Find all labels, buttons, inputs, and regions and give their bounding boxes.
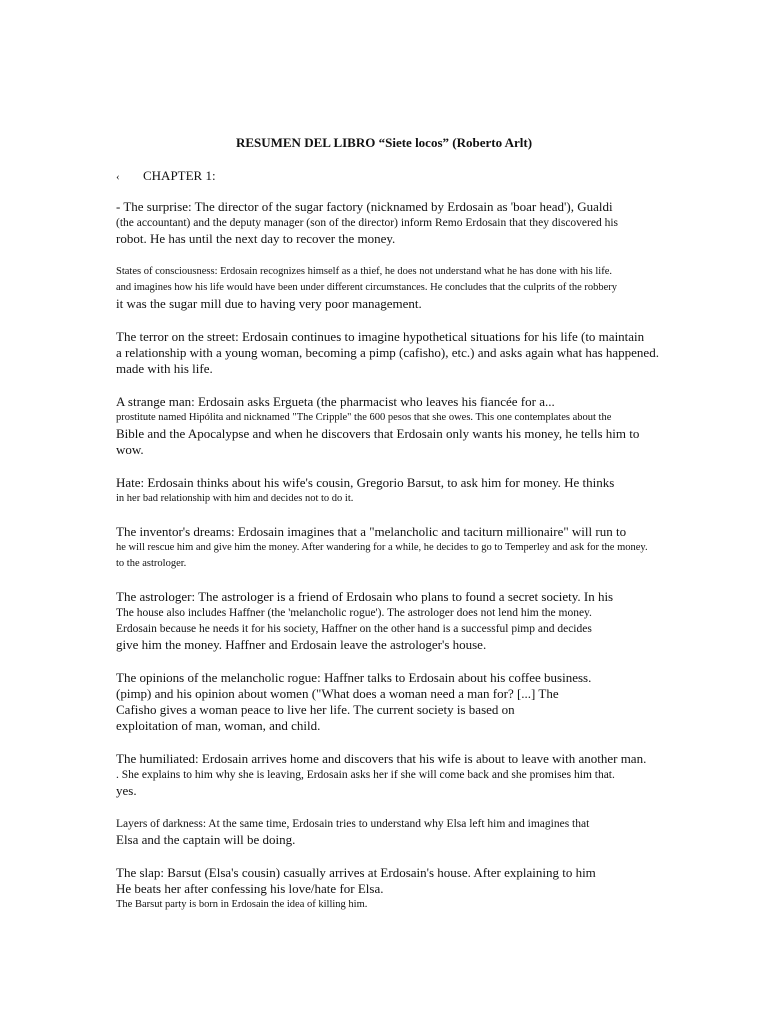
paragraph-line: The slap: Barsut (Elsa's cousin) casually arrives at Erdosain's house. After explaining to him bbox=[116, 865, 596, 880]
paragraph-line: The opinions of the melancholic rogue: Haffner talks to Erdosain about his coffee business. bbox=[116, 670, 592, 685]
paragraph-line: to the astrologer. bbox=[116, 558, 187, 569]
paragraph-line: (pimp) and his opinion about women ("What does a woman need a man for? [...] The bbox=[116, 686, 559, 701]
paragraph-line: The Barsut party is born in Erdosain the idea of killing him. bbox=[116, 899, 368, 910]
paragraph-line: The terror on the street: Erdosain continues to imagine hypothetical situations for his life (to maintain bbox=[116, 329, 645, 344]
paragraph-line: prostitute named Hipólita and nicknamed "The Cripple" the 600 pesos that she owes. This one contemplates about the bbox=[116, 412, 612, 423]
paragraph-line: The humiliated: Erdosain arrives home and discovers that his wife is about to leave with another man. bbox=[116, 751, 647, 766]
paragraph bbox=[116, 865, 696, 913]
paragraph-line: Erdosain because he needs it for his society, Haffner on the other hand is a successful pimp and decides bbox=[116, 623, 592, 635]
paragraph-line: wow. bbox=[116, 442, 144, 457]
bullet-icon: ‹ bbox=[116, 171, 120, 183]
paragraph bbox=[116, 394, 696, 458]
paragraph-line: (the accountant) and the deputy manager (son of the director) inform Remo Erdosain that they discovered his bbox=[116, 217, 619, 229]
paragraph-line: The house also includes Haffner (the 'melancholic rogue'). The astrologer does not lend him the money. bbox=[116, 607, 592, 619]
chapter-heading bbox=[116, 168, 216, 185]
paragraph-line: The inventor's dreams: Erdosain imagines that a "melancholic and taciturn millionaire" will run to bbox=[116, 524, 627, 539]
paragraph-line: The astrologer: The astrologer is a friend of Erdosain who plans to found a secret society. In his bbox=[116, 589, 614, 604]
document-body bbox=[116, 199, 696, 930]
paragraph-line: it was the sugar mill due to having very poor management. bbox=[116, 296, 422, 311]
paragraph bbox=[116, 329, 696, 377]
paragraph-line: Hate: Erdosain thinks about his wife's cousin, Gregorio Barsut, to ask him for money. He thinks bbox=[116, 475, 615, 490]
paragraph-line: He beats her after confessing his love/hate for Elsa. bbox=[116, 881, 384, 896]
paragraph-line: in her bad relationship with him and decides not to do it. bbox=[116, 493, 354, 504]
chapter-label: CHAPTER 1: bbox=[143, 168, 216, 183]
paragraph-line: yes. bbox=[116, 783, 137, 798]
paragraph-line: and imagines how his life would have been under different circumstances. He concludes that the culprits of the robbery bbox=[116, 282, 618, 293]
paragraph-line: robot. He has until the next day to recover the money. bbox=[116, 231, 396, 246]
paragraph bbox=[116, 751, 696, 799]
paragraph bbox=[116, 524, 696, 572]
paragraph-line: Cafisho gives a woman peace to live her life. The current society is based on bbox=[116, 702, 515, 717]
paragraph-line: Elsa and the captain will be doing. bbox=[116, 832, 296, 847]
document-title: RESUMEN DEL LIBRO “Siete locos” (Roberto Arlt) bbox=[235, 135, 533, 150]
paragraph-line: Layers of darkness: At the same time, Erdosain tries to understand why Elsa left him and imagines that bbox=[116, 818, 590, 830]
paragraph bbox=[116, 589, 696, 653]
paragraph-line: a relationship with a young woman, becoming a pimp (cafisho), etc.) and asks again what has happened. bbox=[116, 345, 659, 360]
paragraph-line: he will rescue him and give him the money. After wandering for a while, he decides to go to Temperley and ask for the money. bbox=[116, 542, 648, 553]
paragraph bbox=[116, 199, 696, 247]
paragraph-line: States of consciousness: Erdosain recognizes himself as a thief, he does not understand what he has done with his life. bbox=[116, 266, 613, 277]
paragraph bbox=[116, 670, 696, 734]
paragraph-line: made with his life. bbox=[116, 361, 213, 376]
paragraph bbox=[116, 475, 696, 507]
paragraph-line: exploitation of man, woman, and child. bbox=[116, 718, 321, 733]
paragraph-line: A strange man: Erdosain asks Ergueta (the pharmacist who leaves his fiancée for a... bbox=[116, 394, 555, 409]
paragraph-line: - The surprise: The director of the sugar factory (nicknamed by Erdosain as 'boar head'), Gualdi bbox=[116, 199, 613, 214]
paragraph-line: Bible and the Apocalypse and when he discovers that Erdosain only wants his money, he tells him to bbox=[116, 426, 640, 441]
paragraph bbox=[116, 816, 696, 848]
paragraph-line: give him the money. Haffner and Erdosain leave the astrologer's house. bbox=[116, 637, 487, 652]
paragraph-line: . She explains to him why she is leaving, Erdosain asks her if she will come back and she promises him that. bbox=[116, 769, 615, 781]
paragraph bbox=[116, 264, 696, 312]
